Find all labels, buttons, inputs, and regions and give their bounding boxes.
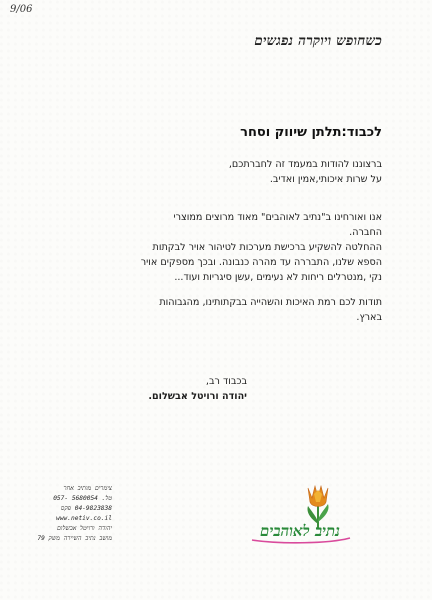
contact-line: מושב נתיב השיירה משק 79: [37, 535, 112, 542]
contact-line: 04-9823838 פקס: [60, 505, 112, 512]
paragraph-line: בארץ.: [356, 312, 382, 323]
contact-line: www.netiv.co.il: [56, 515, 112, 522]
logo-wordmark: נתיב לאוהבים: [259, 522, 341, 540]
contact-line: טל. 5680054 -057: [53, 495, 112, 502]
signature: יהודה ורויטל אבשלום.: [148, 391, 247, 402]
paragraph-line: החברה.: [349, 227, 382, 238]
paragraph-line: ברצוננו להודות במעמד זה לחברתכם,: [228, 159, 382, 170]
contact-line: יהודה ורויטל אבשלום: [57, 525, 112, 532]
paragraph-line: תודות לכם רמת האיכות והשהייה בבקתותינו, מהגבוהות: [159, 297, 382, 308]
paragraph-2: [42, 210, 382, 285]
paragraph-line: הספא שלנו, התבררה עד מהרה כנבונה. ובכך מספקים אויר: [140, 257, 382, 268]
brand-tagline: כשחופש ויוקרה נפגשים: [254, 33, 382, 49]
paragraph-3: [42, 295, 382, 325]
paragraph-line: ההחלטה להשקיע ברכישת מערכות לטיהור אויר לבקתות: [152, 242, 382, 253]
closing-salutation: בכבוד רב,: [205, 376, 247, 387]
letter-recipient: לכבוד:תלתן שיווק וסחר: [240, 125, 382, 140]
handwritten-date-note: 9/06: [10, 4, 33, 15]
paragraph-line: על שרות איכותי,אמין ואדיב.: [269, 174, 382, 185]
netiv-laohavim-logo: [238, 478, 358, 546]
paragraph-1: [42, 157, 382, 187]
contact-details: [22, 484, 112, 544]
paragraph-line: נקי ,מנטרלים ריחות לא נעימים ,עשן סיגריות ועוד...: [174, 272, 382, 283]
paragraph-line: אנו ואורחינו ב"נתיב לאוהבים" מאוד מרוצים ממוצרי: [173, 212, 382, 223]
letter-closing: [148, 374, 247, 404]
contact-line: צימרים מותיב אחר: [63, 485, 112, 492]
